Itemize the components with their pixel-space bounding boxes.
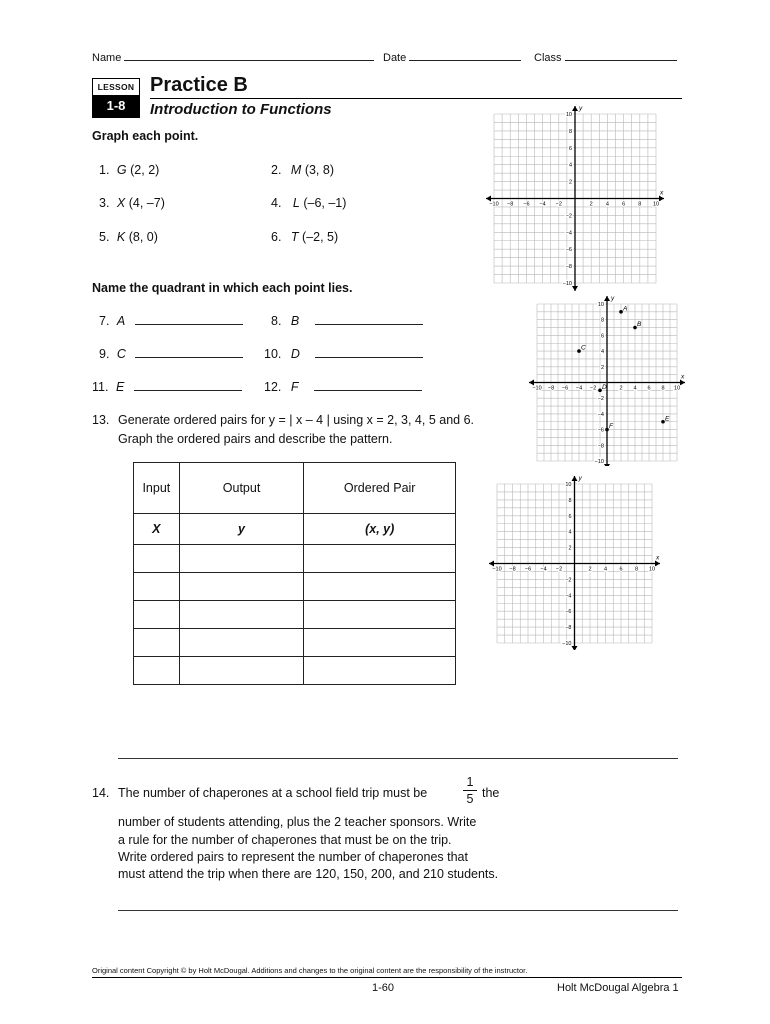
table-header-row [134, 463, 456, 514]
y-tick-label: 6 [600, 333, 604, 340]
y-tick-label: −4 [597, 411, 604, 418]
y-tick-label: −8 [565, 625, 572, 632]
item-num: 10. [264, 347, 282, 361]
table-cell[interactable] [304, 545, 456, 573]
q13-line2: Graph the ordered pairs and describe the pattern. [118, 432, 393, 446]
y-tick-label: 2 [568, 545, 572, 552]
answer-field[interactable] [314, 390, 422, 391]
point-coords: (–6, –1) [299, 196, 347, 210]
y-tick-label: 8 [600, 317, 604, 324]
page-number: 1-60 [372, 982, 395, 994]
y-axis-label: y [578, 475, 582, 482]
y-axis-arrow [572, 106, 578, 111]
table-cell[interactable] [304, 601, 456, 629]
item-num: 6. [271, 230, 282, 244]
y-tick-label: −10 [562, 281, 572, 287]
point-label: F [290, 380, 299, 394]
header-input: Input [134, 463, 180, 514]
x-tick-label: 6 [619, 566, 623, 573]
lesson-tag: LESSON [93, 79, 139, 95]
y-tick-label: −10 [594, 459, 604, 465]
table-cell[interactable] [179, 573, 304, 601]
header-ordered-pair: Ordered Pair [304, 463, 456, 514]
y-tick-label: 4 [568, 162, 572, 169]
item-3 [99, 196, 165, 210]
point-coords: (3, 8) [301, 163, 334, 177]
fraction-denominator: 5 [466, 792, 474, 806]
x-tick-label: −6 [524, 566, 532, 573]
point-label: A [623, 305, 628, 313]
table-cell[interactable] [179, 601, 304, 629]
q13-line1: Generate ordered pairs for y = | x – 4 | using x = 2, 3, 4, 5 and 6. [118, 413, 475, 427]
x-tick-label: −2 [555, 201, 562, 208]
name-line [92, 52, 374, 64]
point-coords: (4, –7) [125, 196, 165, 210]
class-line [534, 52, 677, 64]
point-label: B [637, 321, 642, 329]
item-8 [271, 314, 423, 328]
y-tick-label: −10 [562, 641, 572, 647]
y-tick-label: 2 [600, 364, 604, 371]
x-tick-label: 2 [619, 385, 623, 392]
point-label: G [116, 163, 127, 177]
x-tick-label: 2 [588, 566, 592, 573]
q14-text-before: The number of chaperones at a school field trip must be [118, 786, 428, 800]
table-row [134, 545, 456, 573]
y-tick-label: 8 [568, 497, 572, 504]
y-axis-label: y [579, 105, 583, 112]
table-cell[interactable] [304, 629, 456, 657]
x-axis-label: x [656, 554, 660, 562]
x-tick-label: 4 [603, 566, 608, 573]
point-label: K [116, 230, 126, 244]
y-tick-label: −4 [565, 230, 572, 237]
y-tick-label: −6 [597, 427, 604, 434]
point-label: D [290, 347, 300, 361]
x-tick-label: −8 [509, 566, 516, 573]
coordinate-grid-3[interactable] [474, 474, 669, 650]
x-axis-label: x [660, 189, 664, 197]
subheader-y: y [179, 514, 304, 545]
class-field[interactable] [565, 60, 677, 61]
footer-rule [92, 977, 682, 978]
y-axis-label: y [611, 295, 615, 302]
x-tick-label: 6 [647, 385, 651, 392]
table-row [134, 573, 456, 601]
y-axis-arrow [572, 476, 578, 481]
table-cell[interactable] [134, 629, 180, 657]
y-tick-label: 10 [565, 112, 572, 118]
x-tick-label: −4 [539, 201, 546, 208]
table-row [134, 629, 456, 657]
table-cell[interactable] [304, 657, 456, 685]
y-axis-arrow [572, 646, 578, 650]
q14-line4: Write ordered pairs to represent the number of chaperones that [118, 850, 468, 864]
q13-num: 13. [92, 413, 110, 427]
y-axis-arrow [604, 296, 610, 301]
item-num: 5. [99, 230, 110, 244]
q14-num: 14. [92, 786, 110, 800]
x-tick-label: −4 [575, 385, 583, 392]
class-label: Class [534, 52, 562, 64]
item-num: 8. [271, 314, 282, 328]
y-tick-label: 10 [597, 302, 604, 308]
item-5 [99, 230, 158, 244]
point-label: E [665, 415, 670, 423]
q14-text-after: the [482, 786, 500, 800]
y-tick-label: 8 [568, 128, 572, 135]
point-label: C [116, 347, 126, 361]
fraction-numerator: 1 [466, 775, 474, 789]
table-cell[interactable] [134, 573, 180, 601]
table-cell[interactable] [134, 657, 180, 685]
title-rule [150, 98, 682, 99]
lesson-badge [92, 78, 140, 118]
y-tick-label: −4 [565, 593, 572, 600]
point-label: E [115, 380, 125, 394]
x-tick-label: 8 [634, 566, 639, 573]
x-tick-label: 6 [622, 201, 626, 208]
section1-heading: Graph each point. [92, 129, 199, 143]
item-4 [271, 196, 346, 210]
x-tick-label: −4 [540, 566, 547, 573]
item-9 [99, 347, 243, 361]
y-tick-label: −6 [565, 247, 572, 254]
q14-line5: must attend the trip when there are 120, 150, 200, and 210 students. [118, 867, 499, 881]
x-tick-label: 4 [605, 201, 609, 208]
answer-field[interactable] [135, 357, 243, 358]
coordinate-grid-2 [515, 294, 695, 466]
item-num: 11. [92, 380, 109, 394]
point-label: D [602, 383, 607, 391]
x-tick-label: −8 [507, 201, 514, 208]
table-cell[interactable] [179, 629, 304, 657]
item-num: 9. [99, 347, 110, 361]
point-label: B [290, 314, 300, 328]
point-coords: (2, 2) [126, 163, 160, 177]
point-label: A [116, 314, 126, 328]
item-num: 7. [99, 314, 110, 328]
item-num: 3. [99, 196, 110, 210]
q14-answer-line[interactable] [118, 910, 678, 911]
table-row [134, 601, 456, 629]
ordered-pair-table [133, 462, 456, 685]
item-num: 1. [99, 163, 110, 177]
x-tick-label: 4 [633, 385, 637, 392]
x-tick-label: −8 [547, 385, 555, 392]
x-tick-label: −2 [555, 566, 563, 573]
fraction-bar [463, 790, 477, 791]
answer-field[interactable] [315, 357, 423, 358]
subheader-pair: (x, y) [304, 514, 456, 545]
y-tick-label: 2 [568, 179, 572, 186]
point-label: F [609, 423, 613, 431]
x-tick-label: −10 [532, 385, 542, 392]
y-tick-label: 4 [600, 349, 604, 356]
item-num: 2. [271, 163, 282, 177]
y-tick-label: 6 [568, 145, 572, 152]
header-output: Output [179, 463, 304, 514]
q14-fraction [463, 775, 477, 806]
table-row [134, 657, 456, 685]
item-11 [92, 380, 242, 394]
coordinate-grid-1[interactable] [470, 100, 670, 292]
point-label: L [292, 196, 300, 210]
point-label: X [116, 196, 126, 210]
item-num: 4. [271, 196, 282, 210]
x-axis-label: x [681, 373, 685, 381]
date-field[interactable] [409, 60, 521, 61]
name-field[interactable] [124, 60, 374, 61]
x-tick-label: −10 [489, 201, 499, 208]
name-label: Name [92, 52, 122, 64]
table-cell[interactable] [134, 545, 180, 573]
table-cell[interactable] [304, 573, 456, 601]
x-tick-label: 10 [652, 201, 660, 208]
y-tick-label: −8 [565, 264, 572, 271]
item-12 [264, 380, 422, 394]
table-cell[interactable] [134, 601, 180, 629]
answer-field[interactable] [315, 324, 423, 325]
y-tick-label: −2 [597, 396, 604, 403]
page-subtitle: Introduction to Functions [150, 101, 332, 118]
q14-line3: a rule for the number of chaperones that must be on the trip. [118, 833, 452, 847]
point-label: M [290, 163, 302, 177]
page-title: Practice B [150, 74, 248, 96]
y-tick-label: 10 [565, 482, 572, 488]
x-tick-label: 8 [661, 385, 665, 392]
x-tick-label: 10 [673, 385, 681, 392]
item-10 [264, 347, 423, 361]
table-subheader-row [134, 514, 456, 545]
x-tick-label: −6 [561, 385, 569, 392]
y-tick-label: −6 [565, 609, 572, 616]
date-label: Date [383, 52, 407, 64]
point-coords: (–2, 5) [298, 230, 339, 244]
y-axis-arrow [572, 286, 578, 291]
item-6 [271, 230, 338, 244]
y-tick-label: 4 [568, 529, 572, 536]
y-tick-label: −2 [565, 213, 572, 220]
x-tick-label: 10 [648, 566, 656, 573]
x-tick-label: 8 [638, 201, 642, 208]
x-tick-label: 2 [589, 201, 593, 208]
y-axis-arrow [604, 464, 610, 466]
answer-field[interactable] [135, 324, 243, 325]
copyright-notice: Original content Copyright © by Holt McDougal. Additions and changes to the original content are the responsibility of the instructor. [92, 966, 528, 975]
x-tick-label: −2 [589, 385, 597, 392]
answer-field[interactable] [134, 390, 242, 391]
x-tick-label: −6 [523, 201, 530, 208]
y-tick-label: 6 [568, 513, 572, 520]
book-title: Holt McDougal Algebra 1 [557, 982, 679, 994]
y-tick-label: −8 [597, 443, 604, 450]
q13-answer-line[interactable] [118, 758, 678, 759]
table-cell[interactable] [179, 657, 304, 685]
point-label: C [581, 344, 586, 352]
item-num: 12. [264, 380, 282, 394]
item-2 [271, 163, 334, 177]
point-coords: (8, 0) [125, 230, 158, 244]
table-cell[interactable] [179, 545, 304, 573]
date-line [383, 52, 521, 64]
item-1 [99, 163, 159, 177]
q14-line2: number of students attending, plus the 2 teacher sponsors. Write [118, 815, 477, 829]
point-label: T [290, 230, 299, 244]
section2-heading: Name the quadrant in which each point lies. [92, 281, 353, 295]
y-tick-label: −2 [565, 577, 572, 584]
subheader-x: X [134, 514, 180, 545]
lesson-number: 1-8 [93, 95, 139, 117]
x-tick-label: −10 [492, 566, 502, 573]
item-7 [99, 314, 243, 328]
